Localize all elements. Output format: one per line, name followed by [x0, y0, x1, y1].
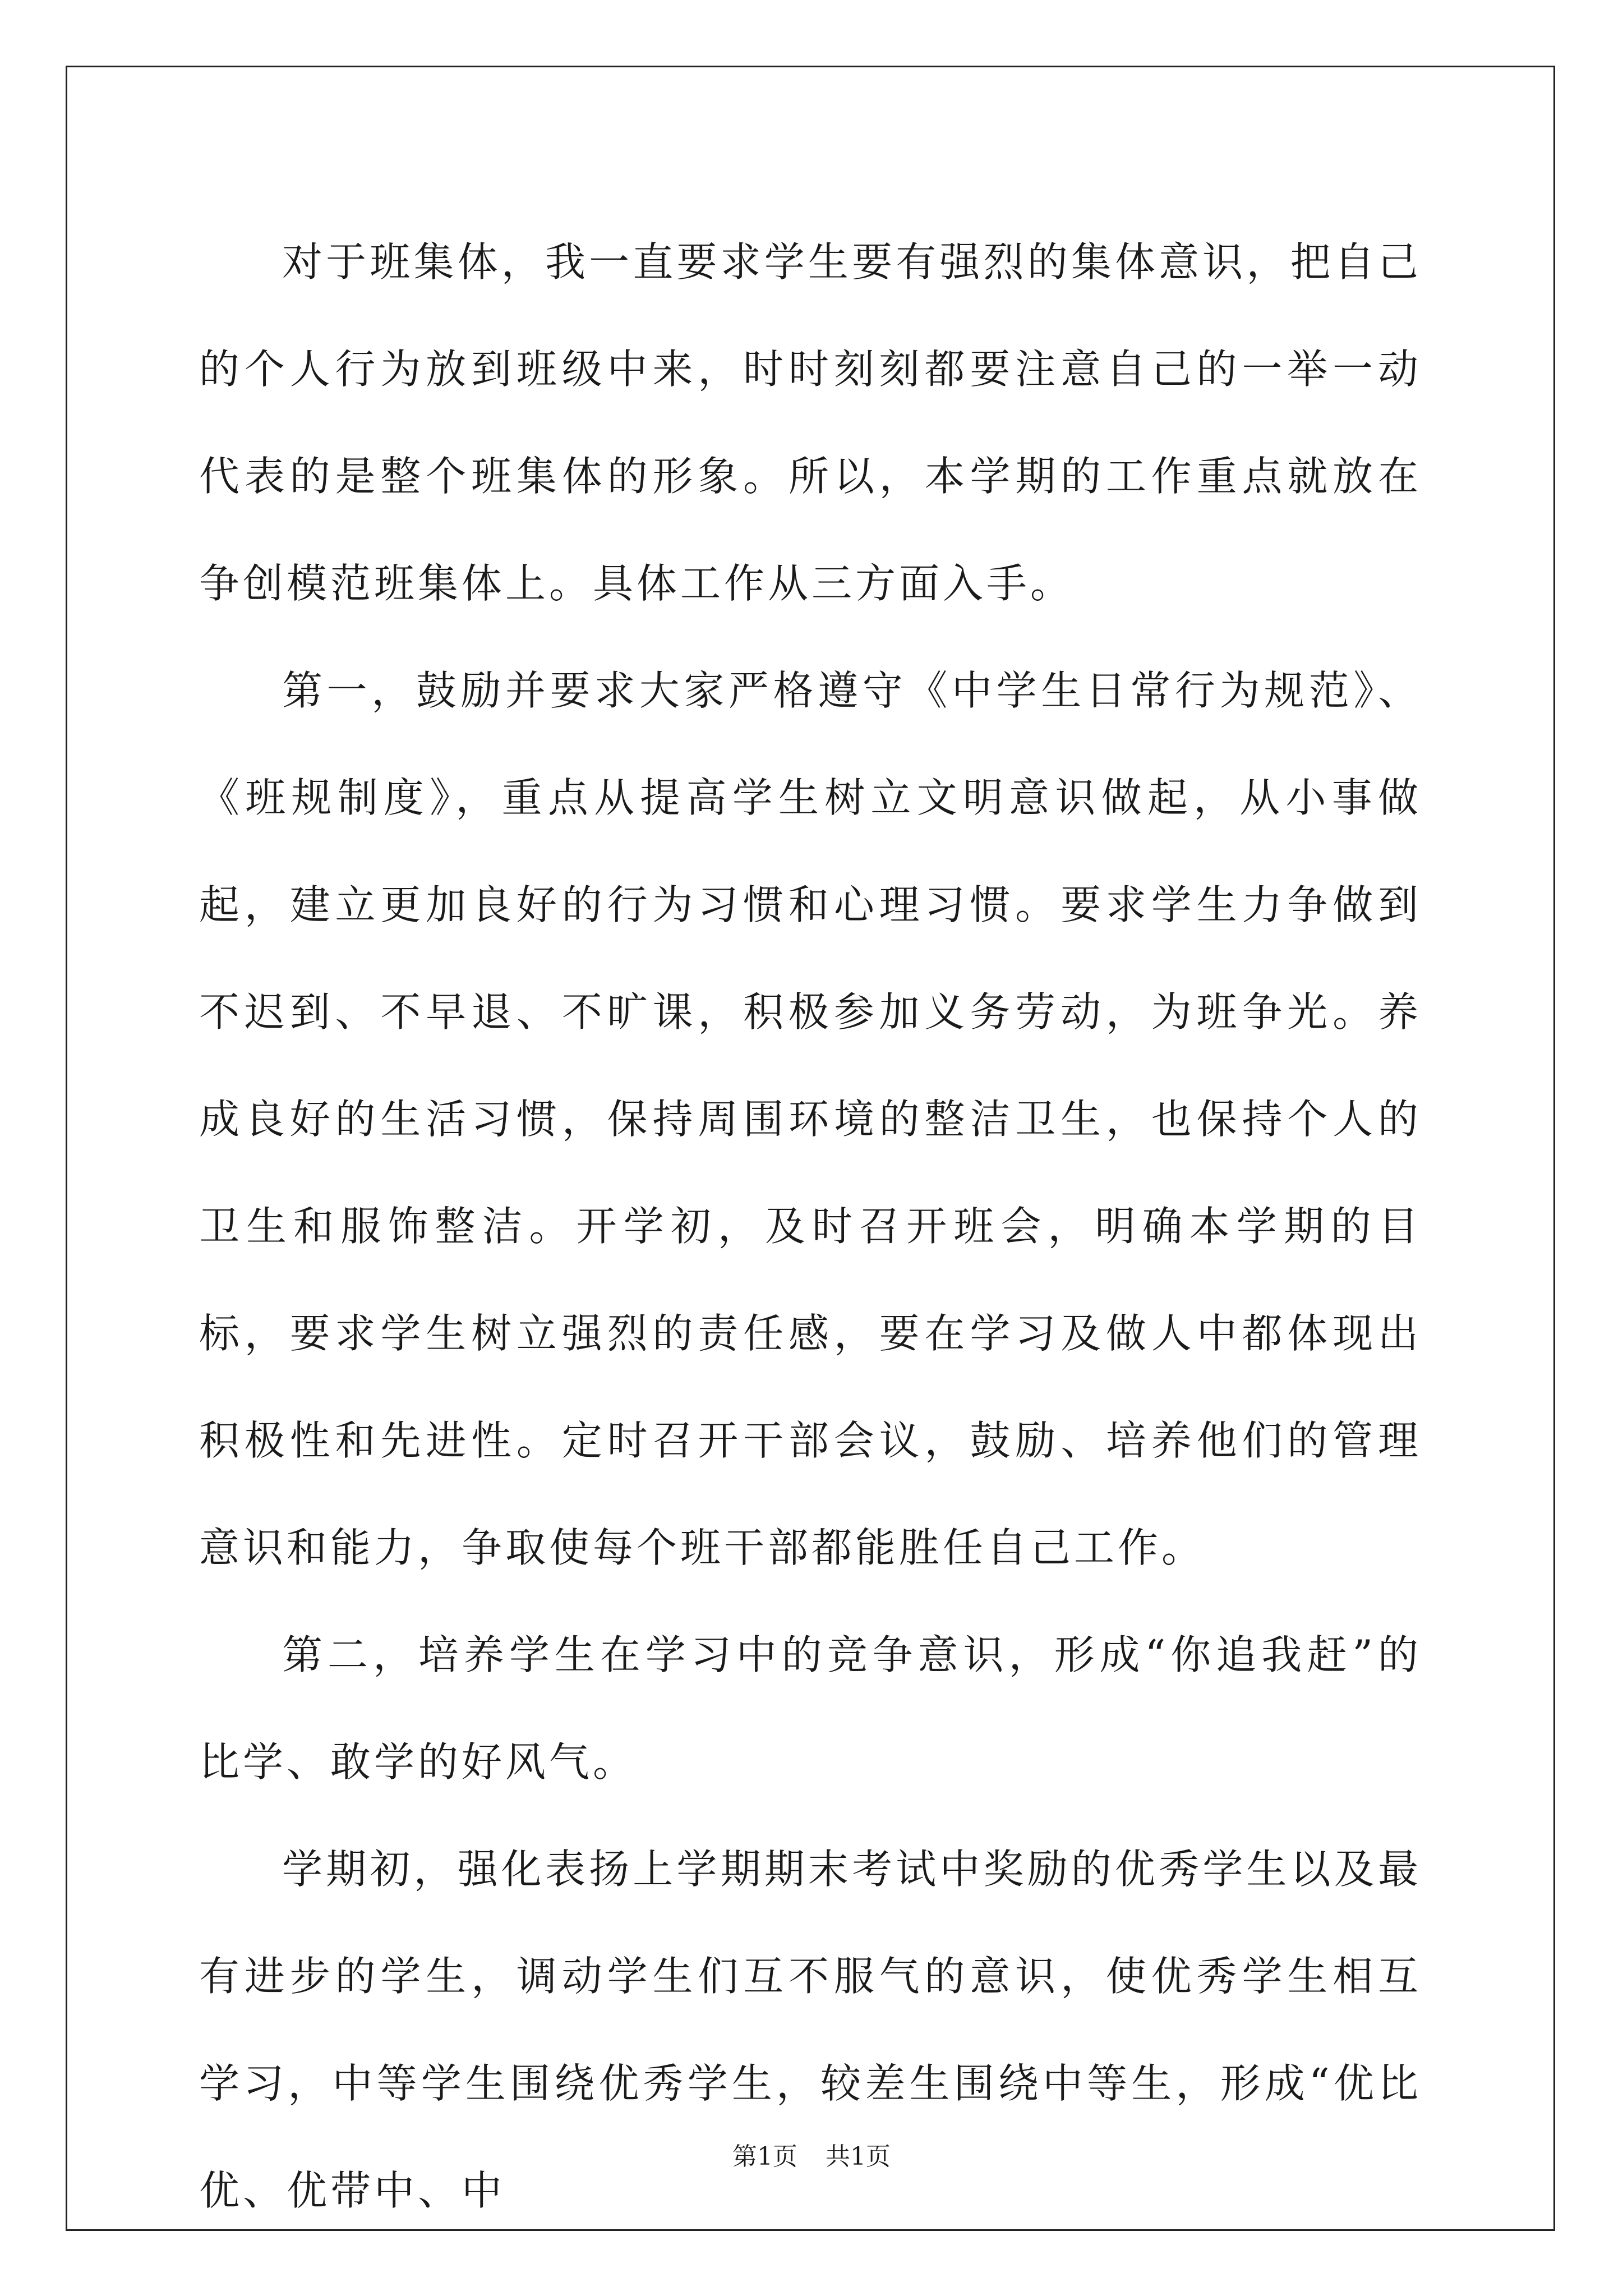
paragraph: 第一，鼓励并要求大家严格遵守《中学生日常行为规范》、《班规制度》，重点从提高学生树立文明意识做起，从小事做起，建立更加良好的行为习惯和心理习惯。要求学生力争做到不迟到、不早退、不旷课，积极参加义务劳动，为班争光。养成良好的生活习惯，保持周围环境的整洁卫生，也保持个人的卫生和服饰整洁。开学初，及时召开班会，明确本学期的目标，要求学生树立强烈的责任感，要在学习及做人中都体现出积极性和先进性。定时召开干部会议，鼓励、培养他们的管理意识和能力，争取使每个班干部都能胜任自己工作。	[199, 667, 1422, 1571]
document-body	[199, 209, 1422, 2244]
page-total: 共1页	[826, 2142, 891, 2171]
paragraph: 对于班集体，我一直要求学生要有强烈的集体意识，把自己的个人行为放到班级中来，时时刻刻都要注意自己的一举一动代表的是整个班集体的形象。所以，本学期的工作重点就放在争创模范班集体上。具体工作从三方面入手。	[199, 238, 1422, 607]
paragraph: 学期初，强化表扬上学期期末考试中奖励的优秀学生以及最有进步的学生，调动学生们互不服气的意识，使优秀学生相互学习，中等学生围绕优秀学生，较差生围绕中等生，形成“优比优、优带中、中	[199, 1846, 1422, 2214]
paragraph: 第二，培养学生在学习中的竞争意识，形成“你追我赶”的比学、敢学的好风气。	[199, 1631, 1422, 1786]
page-footer	[0, 2140, 1623, 2174]
page-number: 第1页	[732, 2142, 797, 2171]
